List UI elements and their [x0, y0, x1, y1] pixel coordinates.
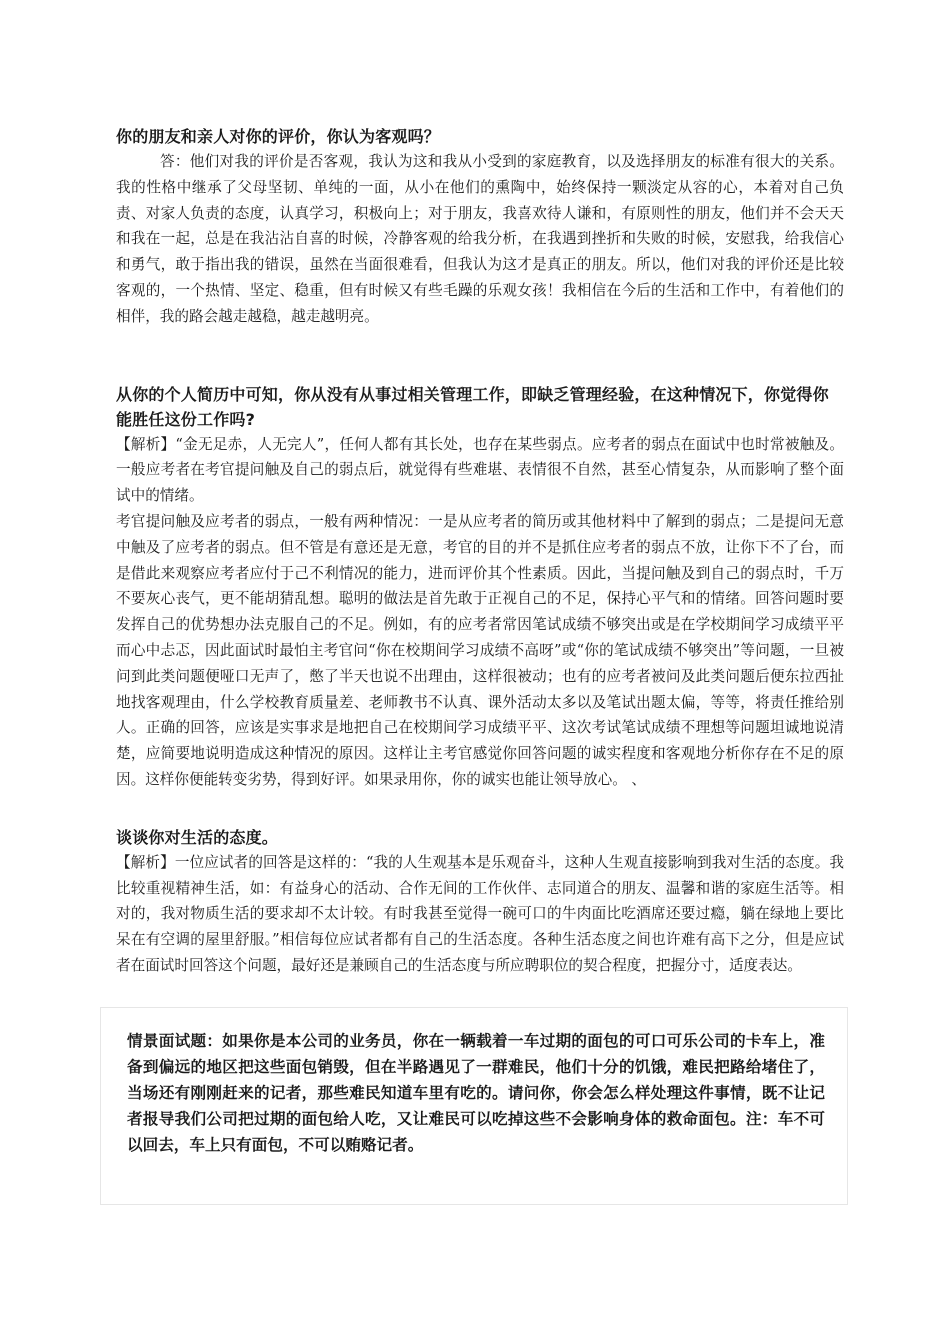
- section-life-attitude: [116, 825, 844, 979]
- question-title: 谈谈你对生活的态度。: [116, 827, 279, 847]
- analysis-paragraph: 【解析】一位应试者的回答是这样的：“我的人生观基本是乐观奋斗，这种人生观直接影响到我对生活的态度。我比较重视精神生活，如：有益身心的活动、合作无间的工作伙伴、志同道合的朋友、温馨和谐的家庭生活等。相对的，我对物质生活的要求却不太计较。有时我甚至觉得一碗可口的牛肉面比吃酒席还要过瘾，躺在绿地上要比呆在有空调的屋里舒服。”相信每位应试者都有自己的生活态度。各种生活态度之间也许难有高下之分，但是应试者在面试时回答这个问题，最好还是兼顾自己的生活态度与所应聘职位的契合程度，把握分寸，适度表达。: [116, 853, 844, 974]
- question-title: 你的朋友和亲人对你的评价，你认为客观吗？: [116, 127, 441, 146]
- scenario-question-box: [100, 1007, 848, 1205]
- analysis-paragraph: 考官提问触及应考者的弱点，一般有两种情况：一是从应考者的简历或其他材料中了解到的弱点；二是提问无意中触及了应考者的弱点。但不管是有意还是无意，考官的目的并不是抓住应考者的弱点不放，让你下不了台，而是借此来观察应考者应付于己不利情况的能力，进而评价其个性素质。因此，当提问触及到自己的弱点时，千万不要灰心丧气，更不能胡猜乱想。聪明的做法是首先敢于正视自己的不足，保持心平气和的情绪。回答问题时要发挥自己的优势想办法克服自己的不足。例如，有的应考者常因笔试成绩不够突出或是在学校期间学习成绩平平而心中忐忑，因此面试时最怕主考官问“你在校期间学习成绩不高呀”或“你的笔试成绩不够突出”等问题，一旦被问到此类问题便哑口无声了，憋了半天也说不出理由，这样很被动；也有的应考者被问及此类问题后便东拉西扯地找客观理由，什么学校教育质量差、老师教书不认真、课外活动太多以及笔试出题太偏，等等，将责任推给别人。正确的回答，应该是实事求是地把自己在校期间学习成绩平平、这次考试笔试成绩不理想等问题坦诚地说清楚，应简要地说明造成这种情况的原因。这样让主考官感觉你回答问题的诚实程度和客观地分析你存在不足的原因。这样你便能转变劣势，得到好评。如果录用你，你的诚实也能让领导放心。 、: [116, 512, 844, 788]
- section-evaluation-objectivity: [116, 124, 844, 330]
- scenario-question-text: 情景面试题：如果你是本公司的业务员，你在一辆载着一车过期的面包的可口可乐公司的卡车上，准备到偏远的地区把这些面包销毁，但在半路遇见了一群难民，他们十分的饥饿，难民把路给堵住了，当场还有刚刚赶来的记者，那些难民知道车里有吃的。请问你，你会怎么样处理这件事情，既不让记者报导我们公司把过期的面包给人吃，又让难民可以吃掉这些不会影响身体的救命面包。注：车不可以回去，车上只有面包，不可以贿赂记者。: [127, 1032, 825, 1154]
- document-body: [116, 124, 844, 979]
- answer-paragraph: 答：他们对我的评价是否客观，我认为这和我从小受到的家庭教育，以及选择朋友的标准有很大的关系。我的性格中继承了父母坚韧、单纯的一面，从小在他们的熏陶中，始终保持一颗淡定从容的心，本着对自己负责、对家人负责的态度，认真学习，积极向上；对于朋友，我喜欢待人谦和，有原则性的朋友，他们并不会天天和我在一起，总是在我沾沾自喜的时候，冷静客观的给我分析，在我遇到挫折和失败的时候，安慰我，给我信心和勇气，敢于指出我的错误，虽然在当面很难看，但我认为这才是真正的朋友。所以，他们对我的评价还是比较客观的，一个热情、坚定、稳重，但有时候又有些毛躁的乐观女孩！我相信在今后的生活和工作中，有着他们的相伴，我的路会越走越稳，越走越明亮。: [116, 153, 844, 325]
- question-title: 从你的个人简历中可知，你从没有从事过相关管理工作，即缺乏管理经验，在这种情况下，你觉得你能胜任这份工作吗?: [116, 384, 829, 429]
- section-management-experience: [116, 382, 844, 793]
- analysis-paragraph: 【解析】“金无足赤，人无完人”，任何人都有其长处，也存在某些弱点。应考者的弱点在面试中也时常被触及。一般应考者在考官提问触及自己的弱点后，就觉得有些难堪、表情很不自然，甚至心情复杂，从而影响了整个面试中的情绪。: [116, 435, 844, 505]
